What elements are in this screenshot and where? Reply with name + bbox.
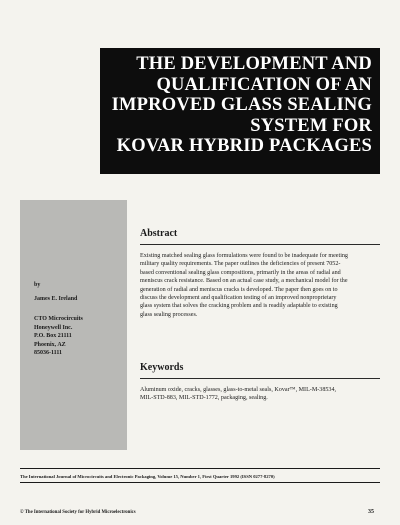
keywords-line: Aluminum oxide, cracks, glasses, glass-to-metal seals, Kovar™, MIL-M-38534, <box>140 387 337 393</box>
journal-citation: The International Journal of Microcircuits and Electronic Packaging, Volume 15, Number 1, First Quarter 1992 (ISSN 0277-8270) <box>20 474 275 479</box>
affiliation-line: Honeywell Inc. <box>34 324 73 331</box>
copyright-notice: © The International Society for Hybrid Microelectronics <box>20 510 136 515</box>
abstract-line: generation of radial and meniscus cracks is developed. The paper then goes on to <box>140 286 338 293</box>
abstract-line: meniscus crack resistance. Based on an actual case study, a mechanical model for the <box>140 278 348 285</box>
abstract-line: glass sealing processes. <box>140 311 198 318</box>
affiliation-line: Phoenix, AZ <box>34 341 66 348</box>
title-line: SYSTEM FOR <box>250 115 372 136</box>
footer-rule-top <box>20 468 380 469</box>
title-line: THE DEVELOPMENT AND <box>136 54 372 74</box>
abstract-text <box>140 252 380 319</box>
affiliation-line: 85036-1111 <box>34 350 63 356</box>
title-line: IMPROVED GLASS SEALING <box>111 95 372 115</box>
author-sidebar <box>20 200 127 450</box>
keywords-text <box>140 386 380 403</box>
title-line: QUALIFICATION OF AN <box>156 74 372 95</box>
keywords-line: MIL-STD-883, MIL-STD-1772, packaging, sealing. <box>140 395 268 402</box>
title-block <box>100 48 380 174</box>
by-label: by <box>34 282 41 288</box>
keywords-heading: Keywords <box>140 362 184 373</box>
abstract-heading: Abstract <box>140 228 178 239</box>
abstract-rule <box>140 244 380 245</box>
title-line: KOVAR HYBRID PACKAGES <box>116 136 372 156</box>
abstract-line: Existing matched sealing glass formulations were found to be inadequate for meeting <box>140 253 348 259</box>
affiliation-line: P.O. Box 21111 <box>34 333 72 339</box>
abstract-line: based conventional sealing glass compositions, primarily in the areas of radial and <box>140 269 341 276</box>
abstract-line: military quality requirements. The paper outlines the deficiencies of present 7052- <box>140 261 341 268</box>
footer-rule-bottom <box>20 482 380 483</box>
affiliation-line: CTO Microcircuits <box>34 316 83 322</box>
page-number: 35 <box>368 509 374 515</box>
keywords-rule <box>140 378 380 379</box>
author-affiliation <box>34 315 83 358</box>
author-name: James E. Ireland <box>34 296 78 302</box>
abstract-line: discuss the development and qualification testing of an improved nonproprietary <box>140 295 337 302</box>
abstract-line: glass system that solves the cracking problem and is readily adaptable to existing <box>140 303 338 310</box>
